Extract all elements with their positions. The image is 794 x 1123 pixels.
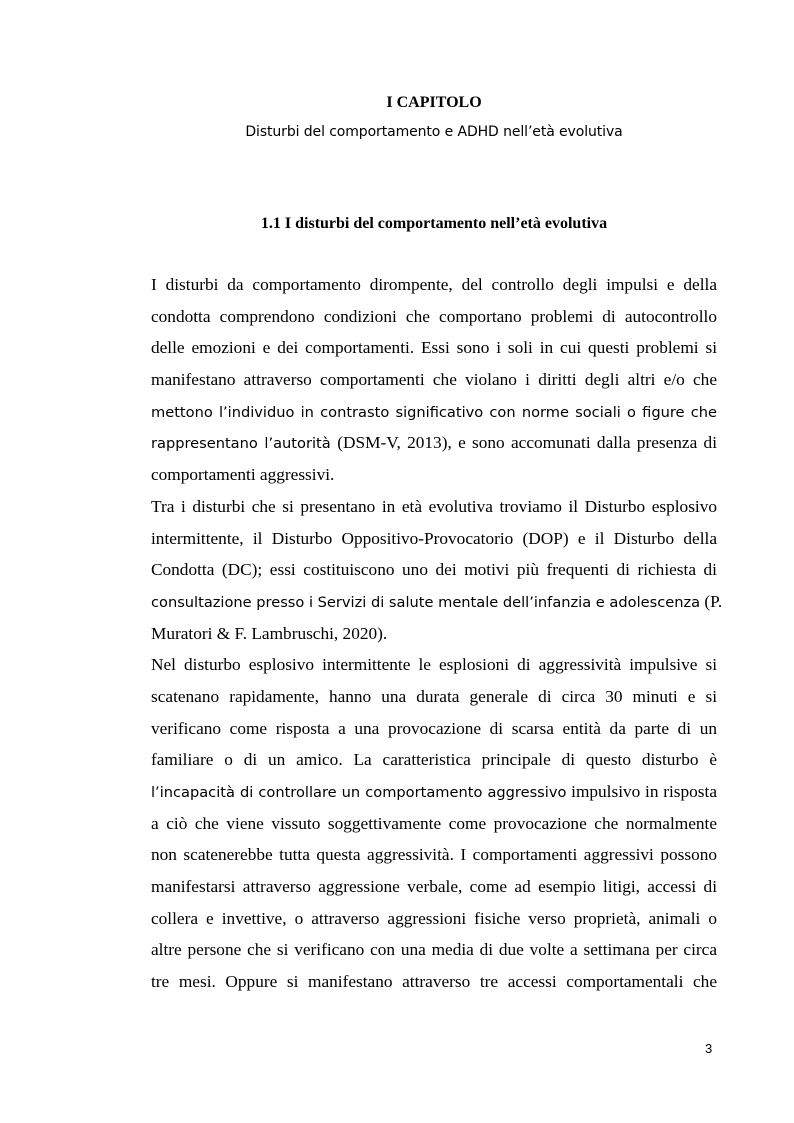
body-line-text: non scatenerebbe tutta questa aggressività. I comportamenti aggressivi possono <box>151 845 717 865</box>
body-line <box>151 427 717 459</box>
body-line-text: comportamenti aggressivi. <box>151 465 335 485</box>
body-line <box>151 301 717 333</box>
body-line-text: Nel disturbo esplosivo intermittente le esplosioni di aggressività impulsive si <box>151 655 717 675</box>
body-line-text: delle emozioni e dei comportamenti. Essi sono i soli in cui questi problemi si <box>151 338 717 358</box>
body-line-text: tre mesi. Oppure si manifestano attraverso tre accessi comportamentali che <box>151 972 717 992</box>
body-line-text: verificano come risposta a una provocazione di scarsa entità da parte di un <box>151 718 717 738</box>
body-line-text: (DSM-V, 2013), e sono accomunati dalla presenza di <box>337 433 717 453</box>
body-line <box>151 396 717 428</box>
body-line-text: altre persone che si verificano con una media di due volte a settimana per circa <box>151 940 717 960</box>
body-line <box>151 459 717 491</box>
body-line-text: Condotta (DC); essi costituiscono uno dei motivi più frequenti di richiesta di <box>151 560 717 580</box>
page-number: 3 <box>705 1041 713 1056</box>
body-line-text: impulsivo in risposta <box>566 782 717 801</box>
body-line <box>151 681 717 713</box>
body-line-text: scatenano rapidamente, hanno una durata generale di circa 30 minuti e si <box>151 686 717 706</box>
body-line-text: Tra i disturbi che si presentano in età evolutiva troviamo il Disturbo esplosivo <box>151 496 717 516</box>
body-line <box>151 934 717 966</box>
body-line-text: manifestarsi attraverso aggressione verbale, come ad esempio litigi, accessi di <box>151 877 717 897</box>
body-line-text: rappresentano l’autorità <box>151 435 338 453</box>
chapter-subtitle: Disturbi del comportamento e ADHD nell’età evolutiva <box>245 124 623 140</box>
body-line-text: (P. <box>700 591 723 611</box>
body-line-text: consultazione presso i Servizi di salute mentale dell’infanzia e adolescenza <box>151 593 701 611</box>
body-line-text: mettono l’individuo in contrasto significativo con norme sociali o figure che <box>151 403 717 421</box>
body-line <box>151 554 717 586</box>
body-line-text: l’incapacità di controllare un comportamento aggressivo <box>151 784 567 801</box>
body-line <box>151 491 717 523</box>
body-line <box>151 808 717 840</box>
body-line <box>151 966 717 998</box>
body-line <box>151 523 717 555</box>
body-line <box>151 364 717 396</box>
body-line-text: condotta comprendono condizioni che comportano problemi di autocontrollo <box>151 306 717 326</box>
body-line <box>151 903 717 935</box>
body-line-text: manifestano attraverso comportamenti che violano i diritti degli altri e/o che <box>151 370 717 390</box>
body-line-text: Muratori & F. Lambruschi, 2020). <box>151 623 388 643</box>
body-line <box>151 586 723 618</box>
body-line-text: intermittente, il Disturbo Oppositivo-Provocatorio (DOP) e il Disturbo della <box>151 528 717 548</box>
body-line <box>151 744 717 776</box>
body-line <box>151 713 717 745</box>
body-line <box>151 776 717 808</box>
body-line-text: familiare o di un amico. La caratteristica principale di questo disturbo è <box>151 750 717 770</box>
body-line-text: I disturbi da comportamento dirompente, del controllo degli impulsi e della <box>151 275 717 294</box>
body-line <box>151 839 717 871</box>
body-line <box>151 649 717 681</box>
body-text <box>151 269 723 998</box>
section-title: 1.1 I disturbi del comportamento nell’età evolutiva <box>260 215 608 232</box>
chapter-title: I CAPITOLO <box>386 94 482 111</box>
body-line <box>151 871 717 903</box>
body-line-text: a ciò che viene vissuto soggettivamente come provocazione che normalmente <box>151 813 717 833</box>
body-line <box>151 269 717 301</box>
body-line-text: collera e invettive, o attraverso aggressioni fisiche verso proprietà, animali o <box>151 908 717 928</box>
body-line <box>151 618 717 650</box>
body-line <box>151 332 717 364</box>
